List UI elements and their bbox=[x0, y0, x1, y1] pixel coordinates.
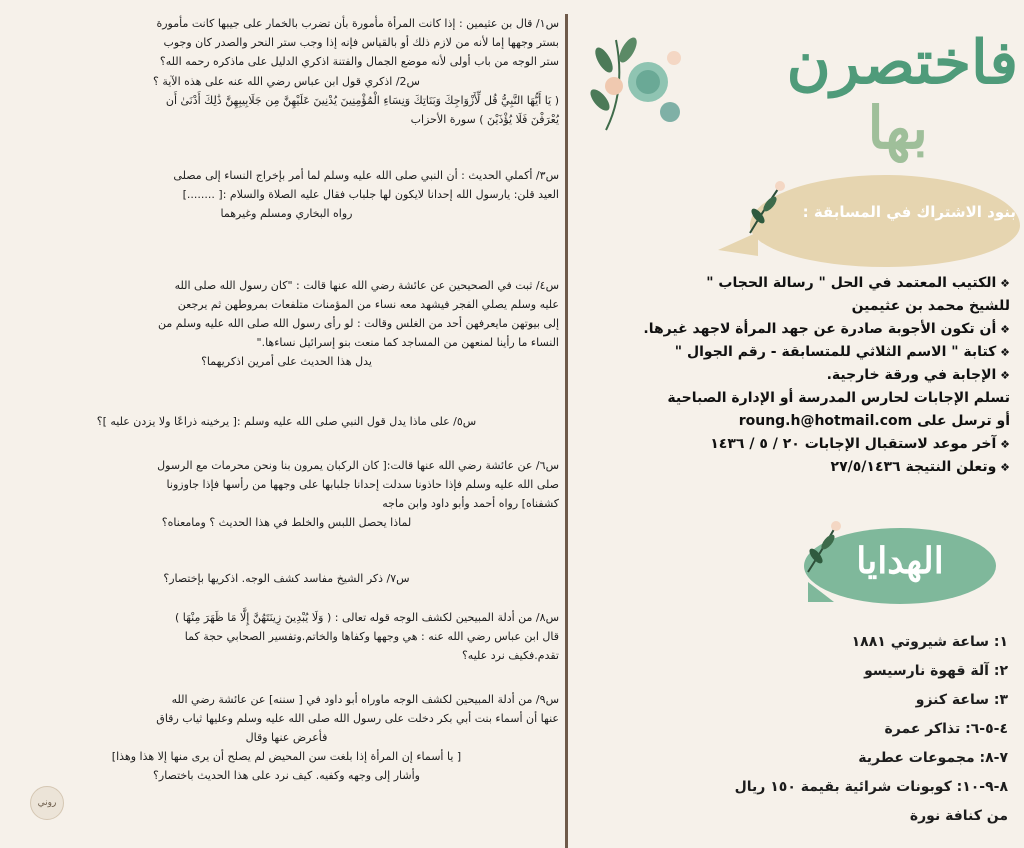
rule-item: ❖ الإجابة في ورقة خارجية. bbox=[580, 364, 1010, 387]
question-line: عليه وسلم يصلي الفجر فيشهد معه نساء من المؤمنات متلفعات بمروطهن ثم يرجعن bbox=[177, 298, 559, 311]
question-line: س2/ اذكري قول ابن عباس رضي الله عنه على هذه الآية ؟ bbox=[153, 75, 420, 88]
question-line: العيد قلن: يارسول الله إحدانا لايكون لها جلباب فقال عليه الصلاة والسلام :[ ........] bbox=[182, 188, 559, 201]
question-line: النساء ما رأينا لمنعهن من المساجد كما منعت بنو إسرائيل نساءها." bbox=[256, 336, 559, 349]
question-2 bbox=[14, 72, 559, 129]
question-1 bbox=[14, 14, 559, 71]
contest-info-column bbox=[568, 0, 1024, 848]
question-line: بستر وجهها إما لأنه من لازم ذلك أو بالقياس فإنه إذا وجب ستر النحر والصدر كان وجوب bbox=[163, 36, 559, 49]
rule-item: ❖ آخر موعد لاستقبال الإجابات ٢٠ / ٥ / ١٤٣٦ bbox=[580, 433, 1010, 456]
rule-item: ❖ وتعلن النتيجة ٢٧/٥/١٤٣٦ bbox=[580, 456, 1010, 479]
question-6 bbox=[14, 456, 559, 532]
gifts-heading: الهدايا bbox=[856, 540, 944, 582]
stamp-text: روني bbox=[37, 798, 57, 808]
gift-item: ٧-٨: مجموعات عطرية bbox=[858, 750, 1008, 766]
flower-decoration-icon bbox=[586, 20, 696, 140]
gift-item: ٤-٥-٦: تذاكر عمرة bbox=[884, 721, 1008, 737]
question-line: س١/ قال بن عثيمين : إذا كانت المرأة مأمورة بأن تضرب بالخمار على جيبها كانت مأمورة bbox=[156, 17, 559, 30]
question-line: لماذا يحصل اللبس والخلط في هذا الحديث ؟ ومامعناه؟ bbox=[161, 516, 412, 529]
question-line: قال ابن عباس رضي الله عنه : هي وجهها وكفاها والخاتم.وتفسير الصحابي حجة كما bbox=[184, 630, 559, 643]
question-line: س٩/ من أدلة المبيحين لكشف الوجه ماوراه أبو داود في [ سننه] عن عائشة رضي الله bbox=[171, 693, 559, 706]
contest-rules bbox=[580, 272, 1010, 479]
question-line: تقدم.فكيف نرد عليه؟ bbox=[461, 649, 559, 662]
question-line: ستر الوجه من باب أولى لأنه موضع الجمال والفتنة اذكري الدليل على ماذكره رحمه الله؟ bbox=[159, 55, 559, 68]
title-main: فاختصرن bbox=[786, 28, 1018, 98]
title-sub: بها bbox=[867, 94, 928, 162]
rule-item: للشيخ محمد بن عثيمين bbox=[851, 298, 1010, 314]
header-title bbox=[718, 22, 1018, 172]
question-line: يُعْرَفْنَ فَلَا يُؤْذَيْنَ ) سورة الأحزاب bbox=[410, 113, 559, 126]
question-line: عنها أن أسماء بنت أبي بكر دخلت على رسول الله صلى الله عليه وسلم وعليها ثياب رقاق bbox=[156, 712, 559, 725]
question-4 bbox=[14, 276, 559, 371]
question-line: كشفناه] رواه أحمد وأبو داود وابن ماجه bbox=[382, 497, 559, 510]
question-8 bbox=[14, 608, 559, 665]
gifts-bubble-tail bbox=[808, 582, 834, 602]
questions-column bbox=[14, 14, 559, 814]
question-line: س٨/ من أدلة المبيحين لكشف الوجه قوله تعالى : ( وَلَا يُبْدِينَ زِينَتَهُنَّ إِلَّا مَا ظَهَرَ مِنْهَا ) bbox=[174, 611, 559, 624]
rule-item: تسلم الإجابات لحارس المدرسة أو الإدارة الصباحية bbox=[667, 390, 1010, 406]
rule-item: ❖ أن تكون الأجوبة صادرة عن جهد المرأة لاجهد غيرها. bbox=[580, 318, 1010, 341]
gift-item: من كنافة نورة bbox=[909, 808, 1008, 824]
question-7 bbox=[14, 569, 559, 588]
question-line: ( يَا أَيُّهَا النَّبِيُّ قُل لِّأَزْوَاجِكَ وَبَنَاتِكَ وَنِسَاءِ الْمُؤْمِنِينَ يُدْنِينَ عَلَيْهِنَّ مِن جَلَابِيبِهِنَّ ذَٰلِكَ أَدْنَىٰ أَن bbox=[165, 94, 559, 107]
question-line: س٣/ أكملي الحديث : أن النبي صلى الله عليه وسلم لما أمر بإخراج النساء إلى مصلى bbox=[173, 169, 559, 182]
question-line: فأعرض عنها وقال bbox=[245, 731, 328, 744]
question-line: س٥/ على ماذا يدل قول النبي صلى الله عليه وسلم :[ يرخينه ذراعًا ولا يزدن عليه ]؟ bbox=[96, 415, 477, 428]
gift-item: ١: ساعة شيروتي ١٨٨١ bbox=[851, 634, 1008, 650]
rule-email-line: أو ترسل على roung.h@hotmail.com bbox=[738, 413, 1010, 429]
question-3 bbox=[14, 166, 559, 223]
rule-item: ❖ الكتيب المعتمد في الحل " رسالة الحجاب " bbox=[580, 272, 1010, 295]
gift-item: ٢: آلة قهوة نارسيسو bbox=[864, 663, 1008, 679]
question-line: رواه البخاري ومسلم وغيرهما bbox=[220, 207, 353, 220]
question-line: إلى بيوتهن مايعرفهن أحد من الغلس وقالت : لو رأى رسول الله صلى الله عليه وسلم من bbox=[158, 317, 559, 330]
gifts-list bbox=[588, 628, 1008, 831]
question-line: يدل هذا الحديث على أمرين اذكريهما؟ bbox=[201, 355, 372, 368]
question-line: س٤/ ثبت في الصحيحين عن عائشة رضي الله عنها قالت : "كان رسول الله صلى الله bbox=[174, 279, 559, 292]
gift-item: ٨-٩-١٠: كوبونات شرائية بقيمة ١٥٠ ريال bbox=[734, 779, 1008, 795]
rules-heading: بنود الاشتراك في المسابقة : bbox=[802, 203, 1016, 221]
question-9 bbox=[14, 690, 559, 785]
stamp-logo bbox=[30, 786, 64, 820]
question-line: س٧/ ذكر الشيخ مفاسد كشف الوجه. اذكريها بإختصار؟ bbox=[163, 572, 410, 585]
question-5 bbox=[14, 412, 559, 431]
rules-bubble bbox=[750, 175, 1020, 267]
question-line: وأشار إلى وجهه وكفيه. كيف نرد على هذا الحديث باختصار؟ bbox=[153, 769, 420, 782]
gift-item: ٣: ساعة كنزو bbox=[915, 692, 1008, 708]
question-line: س٦/ عن عائشة رضي الله عنها قالت:[ كان الركبان يمرون بنا ونحن محرمات مع الرسول bbox=[157, 459, 559, 472]
rule-item: ❖ كتابة " الاسم الثلاثي للمتسابقة - رقم الجوال " bbox=[580, 341, 1010, 364]
question-line: صلى الله عليه وسلم فإذا حاذونا سدلت إحدانا جلبابها على وجهها من رأسها فإذا جاوزونا bbox=[166, 478, 559, 491]
question-line: [ يا أسماء إن المرأة إذا بلغت سن المحيض لم يصلح أن يرى منها إلا هذا وهذا] bbox=[111, 750, 462, 763]
